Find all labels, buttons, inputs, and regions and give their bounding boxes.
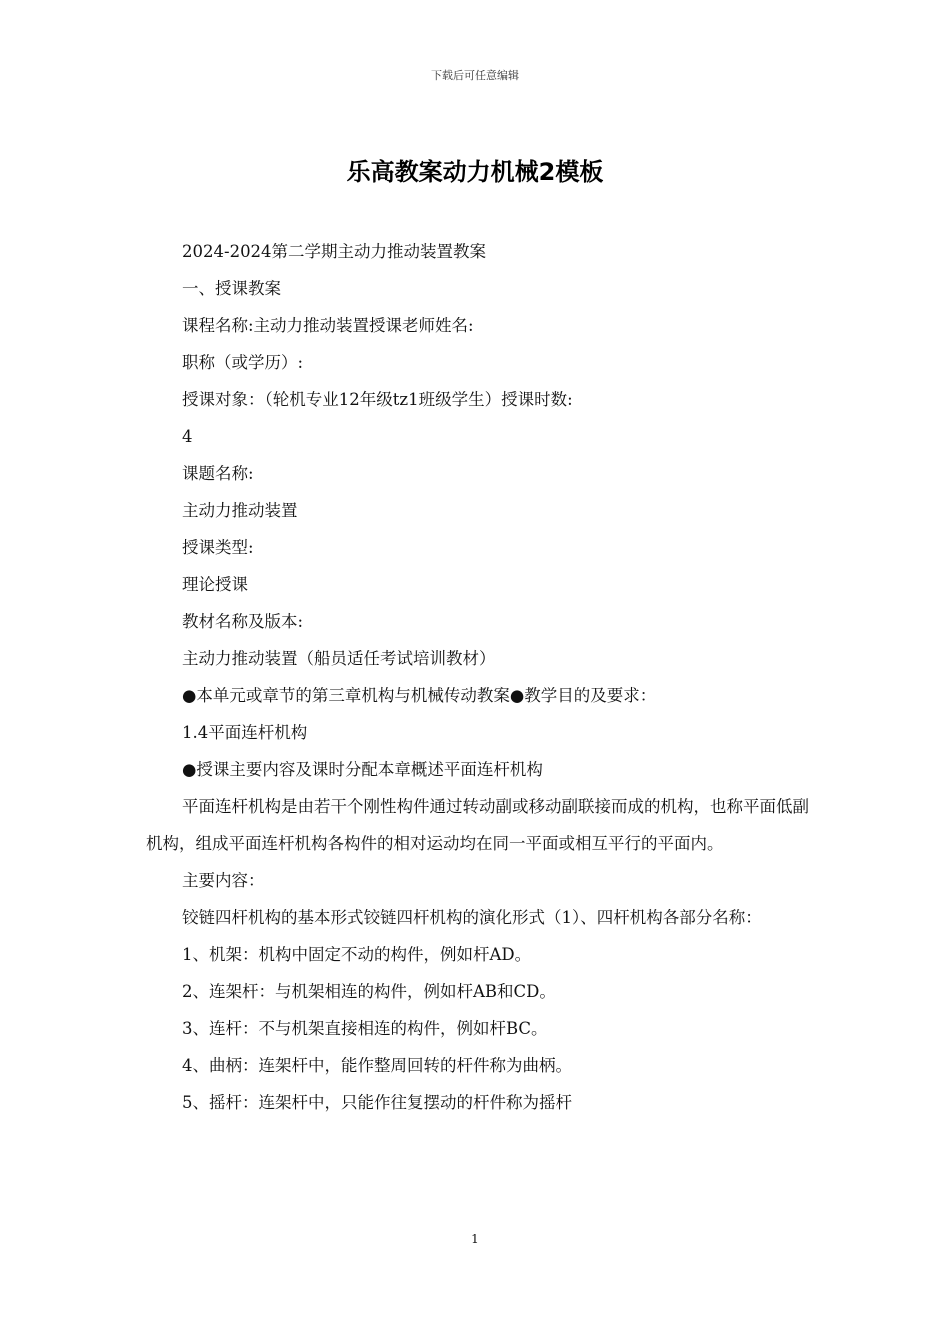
list-item: 2、连架杆：与机架相连的构件，例如杆AB和CD。	[182, 982, 556, 1001]
document-body	[146, 233, 810, 1121]
list-item: 5、摇杆：连架杆中，只能作往复摆动的杆件称为摇杆	[182, 1093, 572, 1112]
main-content-label: 主要内容：	[182, 871, 265, 890]
content-line: ●授课主要内容及课时分配本章概述平面连杆机构	[182, 760, 543, 779]
textbook-label: 教材名称及版本:	[182, 612, 304, 631]
course-name-line: 课程名称:主动力推动装置授课老师姓名:	[182, 316, 474, 335]
audience-line: 授课对象：（轮机专业12年级tz1班级学生）授课时数:	[182, 390, 573, 409]
title-line: 职称（或学历）:	[182, 353, 304, 372]
list-item: 4、曲柄：连架杆中，能作整周回转的杆件称为曲柄。	[182, 1056, 572, 1075]
chapter-line: ●本单元或章节的第三章机构与机械传动教案●教学目的及要求：	[182, 686, 657, 705]
page-number: 1	[471, 1232, 479, 1246]
type-label: 授课类型:	[182, 538, 254, 557]
list-item: 3、连杆：不与机架直接相连的构件，例如杆BC。	[182, 1019, 548, 1038]
section-heading: 一、授课教案	[182, 279, 281, 298]
hours-value: 4	[182, 427, 193, 446]
document-title: 乐高教案动力机械2模板	[346, 158, 604, 186]
subsection-line: 1.4平面连杆机构	[182, 723, 308, 742]
page-header: 下载后可任意编辑	[431, 69, 519, 82]
forms-paragraph: 铰链四杆机构的基本形式铰链四杆机构的演化形式（1）、四杆机构各部分名称：	[182, 908, 762, 927]
semester-line: 2024-2024第二学期主动力推动装置教案	[182, 242, 487, 261]
definition-paragraph: 平面连杆机构是由若干个刚性构件通过转动副或移动副联接而成的机构，也称平面低副机构，组成平面连杆机构各构件的相对运动均在同一平面或相互平行的平面内。	[146, 797, 809, 853]
topic-label: 课题名称:	[182, 464, 254, 483]
type-value: 理论授课	[182, 575, 248, 594]
textbook-value: 主动力推动装置（船员适任考试培训教材）	[182, 649, 496, 668]
list-item: 1、机架：机构中固定不动的构件，例如杆AD。	[182, 945, 532, 964]
topic-value: 主动力推动装置	[182, 501, 298, 520]
